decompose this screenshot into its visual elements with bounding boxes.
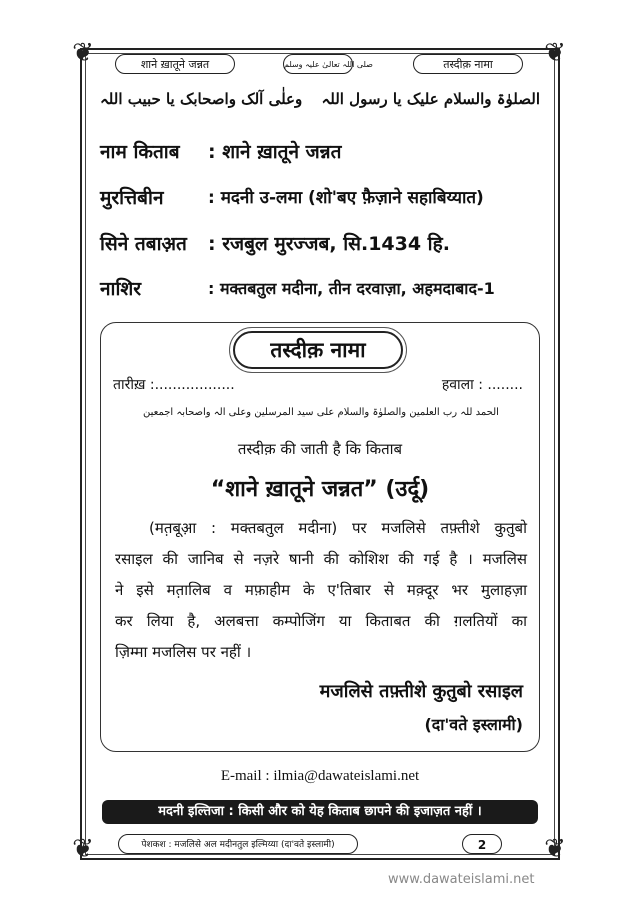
reference-field: हवाला : ........ <box>441 377 523 393</box>
info-value: : शाने ख़ातूने जन्नत <box>208 141 342 163</box>
ornament-corner-icon: ❦ <box>72 38 94 68</box>
body-line: कर लिया है, अलबत्ता कम्पोजिंग या किताबत की ग़लतियों का <box>115 612 527 630</box>
signature-organization: (दा'वते इस्लामी) <box>424 715 523 734</box>
certificate-intro: तस्दीक़ की जाती है कि किताब <box>237 440 403 458</box>
header-book-title: शाने ख़ातूने जन्नत <box>115 54 235 74</box>
ornament-corner-icon: ❦ <box>544 834 566 864</box>
signature-council: मजलिसे तफ़्तीशे कुतुबो रसाइल <box>319 681 523 702</box>
body-line: ने इसे मत़ालिब व मफ़ाहीम के ए'तिबार से मक़्दूर भर मुलाहज़ा <box>115 581 527 599</box>
info-value: : रजबुल मुरज्जब, सि.1434 हि. <box>208 233 450 255</box>
body-line: ज़िम्मा मजलिस पर नहीं । <box>115 643 252 661</box>
salutation-right: الصلوٰۃ والسلام علیک یا رسول اللہ <box>321 90 540 108</box>
date-field: तारीख़ :.................. <box>113 377 235 393</box>
footer-publisher: पेशकश : मजलिसे अल मदीनतुल इल्मिय्या (दा'वते इस्लामी) <box>118 834 358 854</box>
madani-request-banner: मदनी इल्तिजा : किसी और को येह किताब छापने की इजाज़त नहीं । <box>102 800 538 824</box>
salutation-left: وعلٰی آلک واصحابک یا حبیب اللہ <box>100 90 303 108</box>
info-label: नाशिर <box>100 278 142 300</box>
info-row-compilers <box>100 182 540 214</box>
certificate-box <box>100 322 540 752</box>
website-url[interactable]: www.dawateislami.net <box>388 872 535 887</box>
header-center-seal: صلی اللہ تعالیٰ علیہ وسلم <box>283 54 353 74</box>
header-section-title: तस्दीक़ नामा <box>413 54 523 74</box>
body-line: रसाइल की जानिब से नज़रे षानी की कोशिश की गई है । मजलिस <box>115 550 527 568</box>
info-value: : मदनी उ-लमा (शो'बए फ़ैज़ाने सहाबिय्यात) <box>208 188 484 208</box>
arabic-praise-line: الحمد للہ رب العلمین والصلوٰۃ والسلام علی سید المرسلین وعلی الہ واصحابہ اجمعین <box>143 407 499 418</box>
certificate-body <box>115 513 527 668</box>
body-line: (मत़बूआ़ : मक्तबतुल मदीना) पर मजलिसे तफ़्तीशे कुतुबो <box>149 519 527 537</box>
ornament-corner-icon: ❦ <box>544 38 566 68</box>
info-row-publisher <box>100 273 540 305</box>
certificate-book-title: “शाने ख़ातूने जन्नत” (उर्दू) <box>210 477 430 502</box>
info-label: सिने तबाअ़त <box>100 233 187 255</box>
info-label: मुरत्तिबीन <box>100 187 164 209</box>
info-label: नाम किताब <box>100 141 180 163</box>
ornament-corner-icon: ❦ <box>72 834 94 864</box>
info-value: : मक्तबतुल मदीना, तीन दरवाज़ा, अहमदाबाद-1 <box>208 279 495 298</box>
info-row-print-date <box>100 228 540 260</box>
page-number: 2 <box>462 834 502 854</box>
certificate-title: तस्दीक़ नामा <box>233 331 403 369</box>
info-row-book-name <box>100 136 540 168</box>
email-line: E-mail : ilmia@dawateislami.net <box>220 768 420 784</box>
